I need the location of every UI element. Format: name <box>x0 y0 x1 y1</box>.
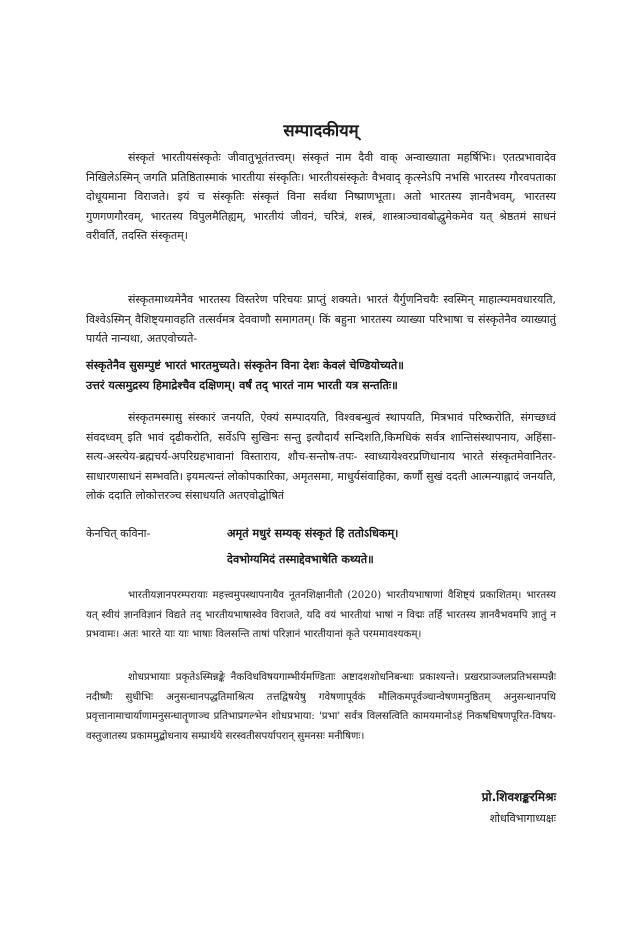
paragraph-values: संस्कृतमस्मासु संस्कारं जनयति, ऐक्यं सम्पादयति, विश्वबन्धुत्वं स्थापयति, मित्रभावं परिष्करोति, संगच्छध्वं संवदध्वम् इति भावं दृढीकरोति, सर्वेऽपि सुखिनः सन्तु इत्यौदार्यं सन्दिशति,किमधिकं सर्वत्र शान्तिसंस्थापनाय, अहिंसा-सत्य-अस्त्येय-ब्रह्मचर्य-अपरिग्रहभावानां विस्ताराय, शौच-सन्तोष-तपः- स्वाध्यायेश्वरप्रणिधानाय भारते संस्कृतमेवानितर-साधारणसाधनं सम्भवति। इयमत्यन्तं लोकोपकारिका, अमृतसमा, माधुर्यसंवाहिका, कर्णौ सुखं ददती आत्मन्याह्लादं जनयति, लोकं ददाति लोकोत्तरञ्च संसाधयति अतएवोद्घोषितं <box>86 411 556 503</box>
quote-line-1: अमृतं मधुरं सम्यक् संस्कृतं हि ततोऽधिकम्। <box>227 527 399 540</box>
signature-block <box>356 788 556 826</box>
verse-line-1: संस्कृतेनैव सुसम्पुष्टं भारतं भारतमुच्यते। संस्कृतेन विना देशः केवलं चेण्डियोच्यते॥ <box>86 359 404 372</box>
page-title: सम्पादकीयम् <box>283 121 359 140</box>
quote-row-2 <box>86 552 556 572</box>
quote-line-2: देवभोग्यमिदं तस्माद्देवभाषेति कथ्यते॥ <box>227 553 374 566</box>
quote-row-1 <box>86 526 556 546</box>
paragraph-intro: संस्कृतं भारतीयसंस्कृतेः जीवातुभूतंतत्त्वम्। संस्कृतं नाम दैवी वाक् अन्वाख्याता महर्षिभिः। एतत्प्रभावादेव निखिलेऽस्मिन् जगति प्रतिष्ठितास्माकं भारतीया संस्कृतिः। भारतीयसंस्कृतेः वैभवाद् कृत्स्नेऽपि नभसि भारतस्य गौरवपताका दोधूयमाना विराजते। इयं च संस्कृतिः संस्कृतं विना सर्वथा निष्प्राणभूता। अतो भारतस्य ज्ञानवैभवम्, भारतस्य गुणगणगौरवम्, भारतस्य विपुलमैतिह्यम्, भारतीयं जीवनं, चरित्रं, शस्त्रं, शास्त्राञ्चावबोद्धुमेकमेव यत् श्रेष्ठतमं साधनं वरीवर्ति, तदस्ति संस्कृतम्। <box>86 151 556 243</box>
quote-lead: केनचित् कविना- <box>86 527 151 540</box>
signature-name: प्रो.शिवशङ्करमिश्रः <box>481 790 556 804</box>
signature-role: शोधविभागाध्यक्षः <box>489 812 556 825</box>
verse-block <box>86 356 556 395</box>
paragraph-education-policy: भारतीयज्ञानपरम्परायाः महत्त्वमुपस्थापनायैव नूतनशिक्षानीतौ (2020) भारतीयभाषाणां वैशिष्ट्यं प्रकाशितम्। भारतस्य यत् स्वीयं ज्ञानविज्ञानं विद्यते तद् भारतीयभाषास्वेव विराजते, यदि वयं भारतीयां भाषां न विद्मः तर्हि भारतस्य ज्ञानवैभवमपि ज्ञातुं न प्रभवामः। अतः भारते याः याः भाषाः विलसन्ति ताषां परिज्ञानं भारतीयानां कृते परममावश्यकम्। <box>86 590 556 641</box>
paragraph-sanskrit-medium: संस्कृतमाध्यमेनैव भारतस्य विस्तरेण परिचयः प्राप्तुं शक्यते। भारतं यैर्गुणनिचयैः स्वस्मिन् माहात्म्यमवधारयति, विश्वेऽस्मिन् वैशिष्ट्यमावहति तत्सर्वमत्र देववाणौ समागतम्। किं बहुना भारतस्य व्याख्या परिभाषा च संस्कृतेनैव व्याख्यातुं पार्यते नान्यथा, अतएवोच्यते- <box>86 293 556 346</box>
verse-line-2: उत्तरं यत्समुद्रस्य हिमाद्रेश्चैव दक्षिणम्। वर्षं तद् भारतं नाम भारती यत्र सन्ततिः॥ <box>86 378 398 392</box>
paragraph-research-journal: शोधप्रभायाः प्रकृतेऽस्मिन्नङ्के नैकविधविषयगाम्भीर्यमण्डिताः अष्टादशशोधनिबन्धाः प्रकाश्यन्ते। प्रखरप्राञ्जलप्रतिभसम्पन्नैः नदीष्णैः सुधीभिः अनुसन्धानपद्धतिमाश्रित्य तत्तद्विषयेषु गवेषणापूर्वकं मौलिकमपूर्वञ्चान्वेषणमनुष्ठितम् अनुसन्धानपथि प्रवृत्तानामाचार्याणामनुसन्धातॄणाञ्च प्रतिभाप्रगल्भेन शोधप्रभाया: 'प्रभा' सर्वत्र विलसत्विति कामयमानोऽहं निकषधिषणपूरित-विषय-वस्तुजातस्य प्रकाममुद्बोधनाय सम्प्रार्थये सरस्वतीसपर्यापरान् सुमनसः मनीषिणः। <box>86 672 556 742</box>
